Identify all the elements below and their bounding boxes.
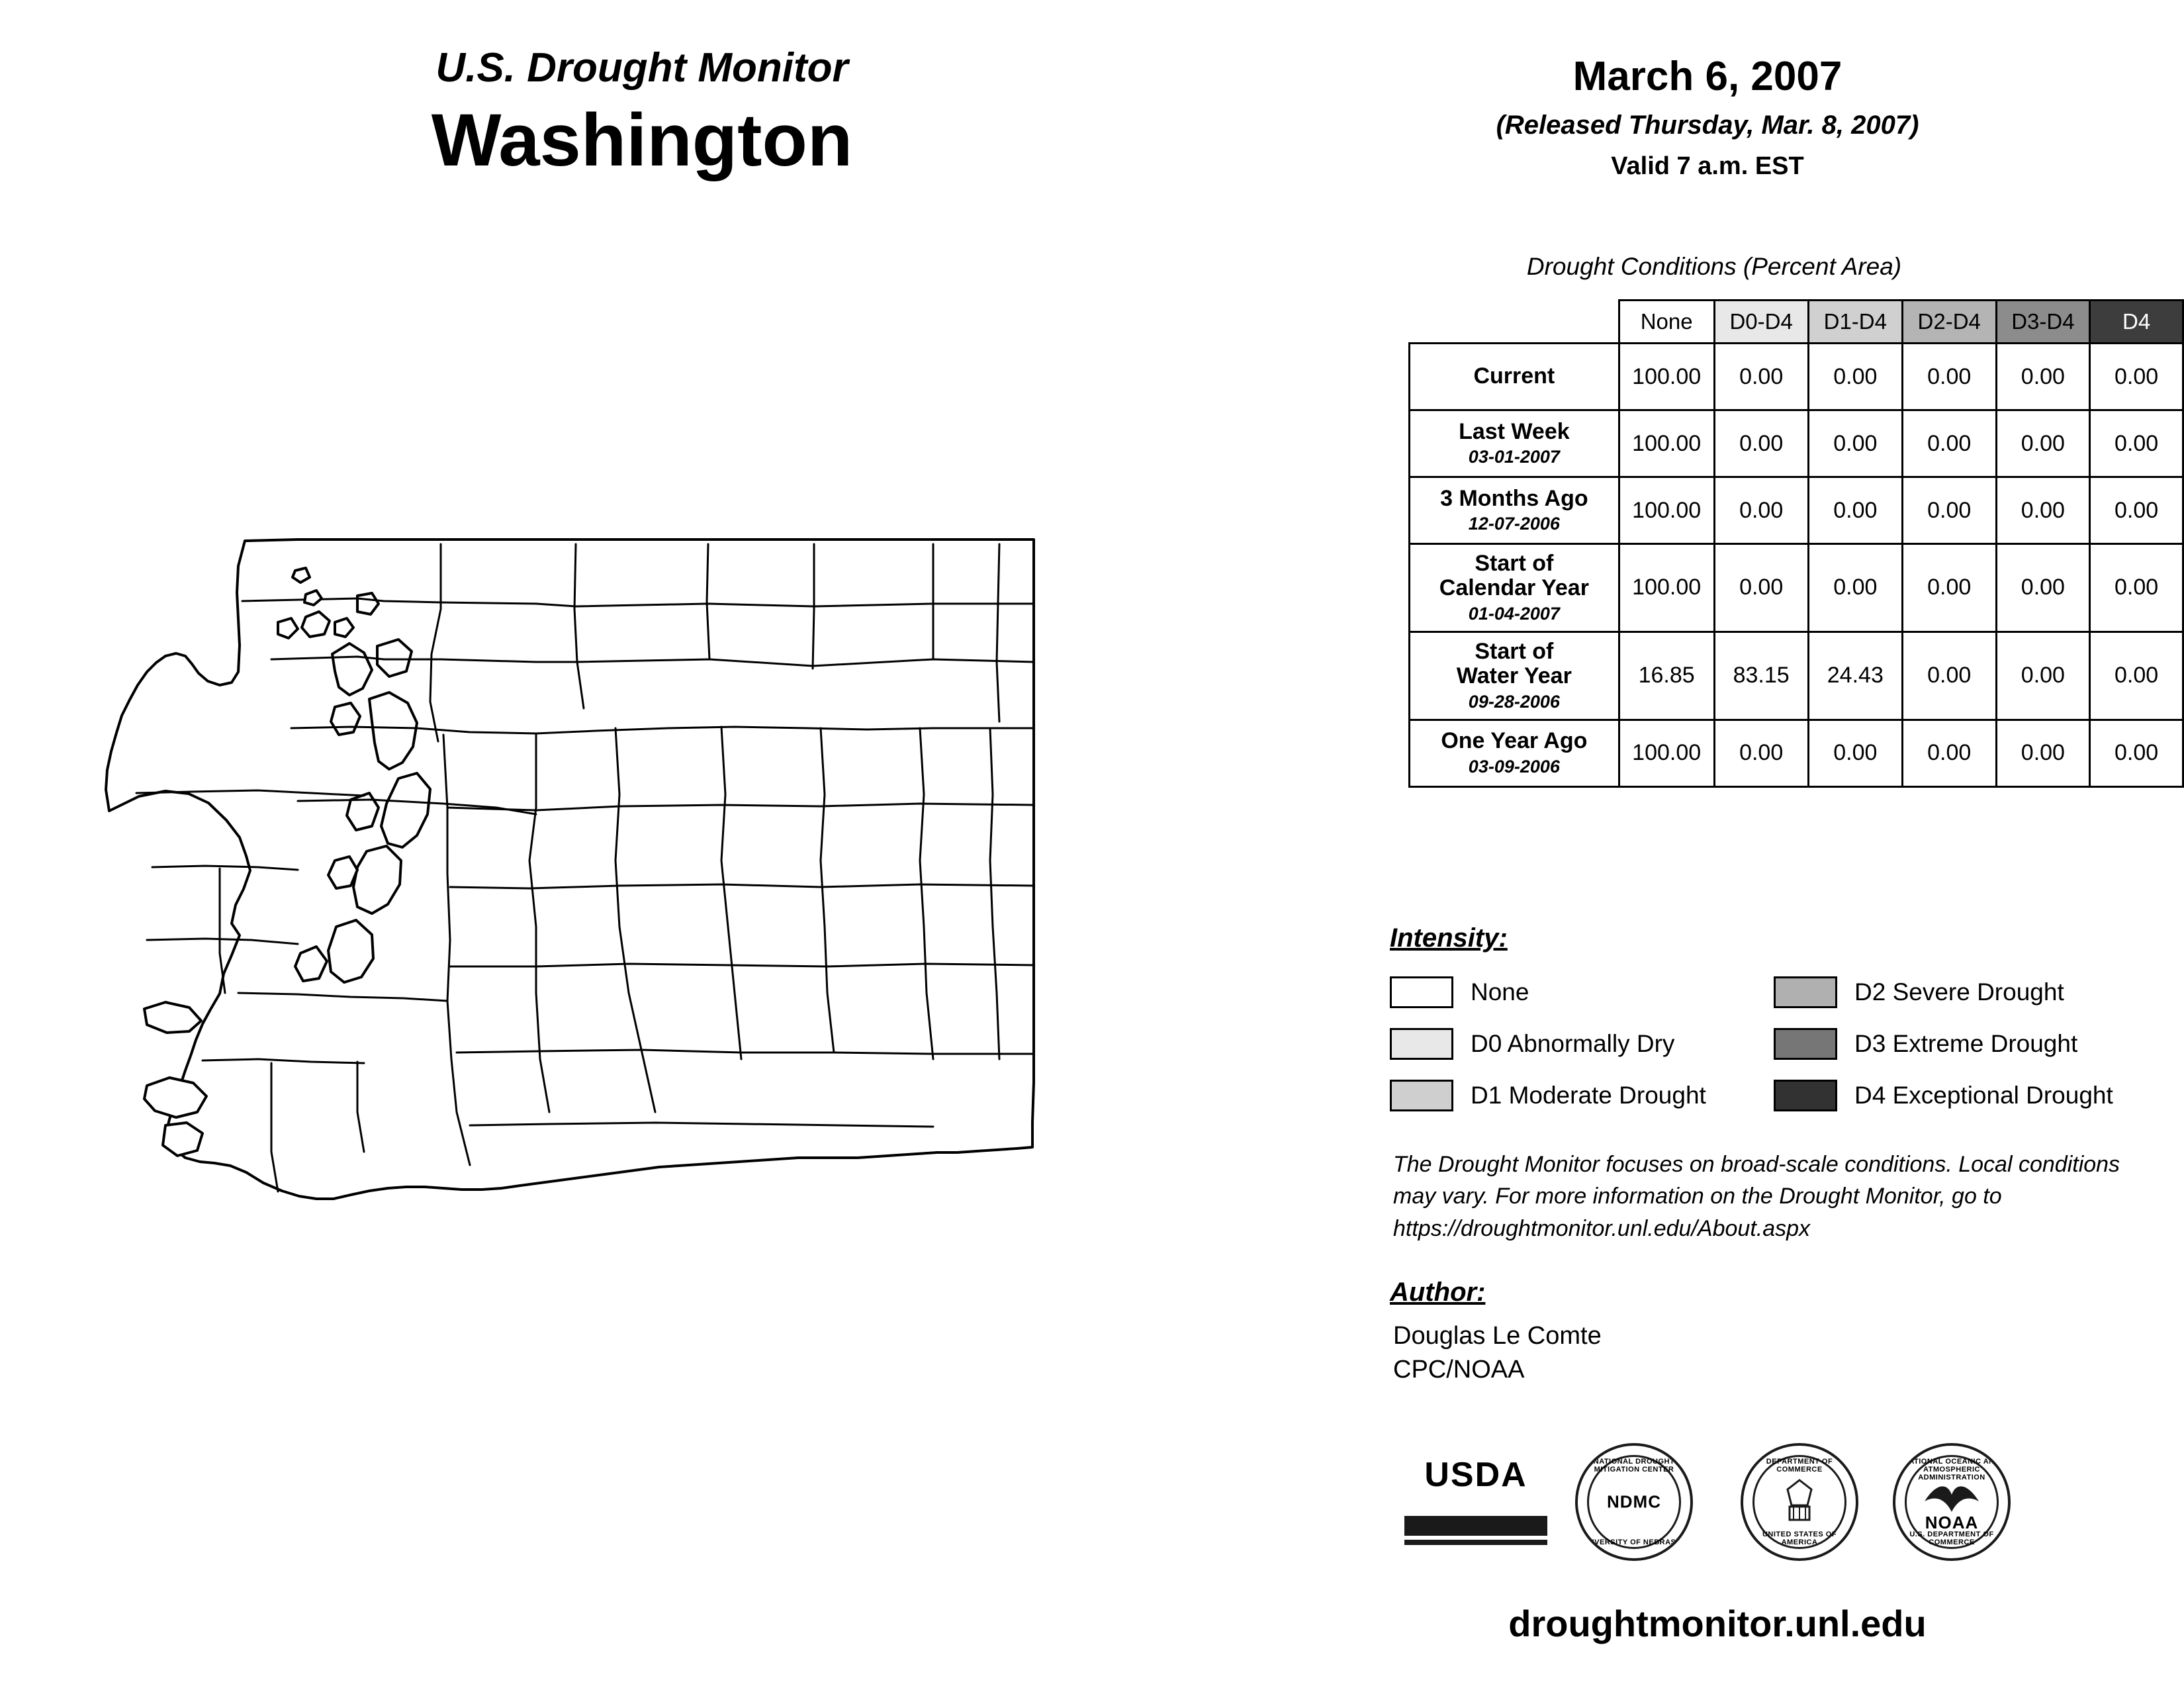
- doc-logo: [1741, 1443, 1866, 1561]
- row-label-text-line2: Calendar Year: [1439, 575, 1589, 601]
- cell-1yr-d1d4: 0.00: [1808, 720, 1902, 786]
- legend-column-left: [1390, 966, 1706, 1121]
- ndmc-logo-ring-bottom-text: UNIVERSITY OF NEBRASKA: [1580, 1538, 1688, 1546]
- row-label-date: 12-07-2006: [1468, 514, 1560, 534]
- cell-3mo-none: 100.00: [1619, 477, 1714, 544]
- swatch-d0-icon: [1390, 1028, 1453, 1060]
- cell-cy-d3d4: 0.00: [1996, 544, 2090, 632]
- swatch-d1-icon: [1390, 1080, 1453, 1111]
- row-label-start-water-year: [1410, 632, 1619, 720]
- cell-cy-d4: 0.00: [2090, 544, 2183, 632]
- doc-logo-ring-top-text: DEPARTMENT OF COMMERCE: [1766, 1458, 1833, 1474]
- table-row: [1410, 410, 2183, 477]
- noaa-logo-text: NOAA: [1925, 1513, 1979, 1532]
- row-label-date: 03-09-2006: [1468, 756, 1560, 776]
- cell-current-d1d4: 0.00: [1808, 344, 1902, 410]
- table-row: [1410, 544, 2183, 632]
- intensity-title: Intensity:: [1390, 923, 1508, 953]
- noaa-logo: [1893, 1443, 2025, 1561]
- column-header-d2d4: D2-D4: [1902, 301, 1996, 344]
- legend-item-d2: [1774, 966, 2113, 1018]
- cell-1yr-d3d4: 0.00: [1996, 720, 2090, 786]
- table-row: [1410, 720, 2183, 786]
- cell-3mo-d2d4: 0.00: [1902, 477, 1996, 544]
- legend-item-d1: [1390, 1070, 1706, 1121]
- map-container[interactable]: [73, 530, 1304, 1383]
- cell-current-none: 100.00: [1619, 344, 1714, 410]
- doc-logo-ring-bottom-text: UNITED STATES OF AMERICA: [1762, 1530, 1837, 1546]
- row-label-text: One Year Ago: [1441, 728, 1588, 754]
- legend-label-d4: D4 Exceptional Drought: [1854, 1082, 2113, 1109]
- usda-logo-bar: [1404, 1516, 1547, 1536]
- cell-lastweek-none: 100.00: [1619, 410, 1714, 477]
- noaa-logo-ring-bottom-text: U.S. DEPARTMENT OF COMMERCE: [1909, 1530, 1994, 1546]
- table-corner-cell: [1410, 301, 1619, 344]
- cell-cy-d2d4: 0.00: [1902, 544, 1996, 632]
- legend-label-none: None: [1471, 978, 1529, 1006]
- cell-lastweek-d0d4: 0.00: [1714, 410, 1808, 477]
- cell-wy-d4: 0.00: [2090, 632, 2183, 720]
- table-row: [1410, 477, 2183, 544]
- page-title: U.S. Drought Monitor: [435, 45, 848, 91]
- cell-wy-none: 16.85: [1619, 632, 1714, 720]
- report-date: March 6, 2007: [1572, 54, 1843, 99]
- washington-state-map[interactable]: [73, 530, 1304, 1383]
- row-label-start-calendar-year: [1410, 544, 1619, 632]
- cell-wy-d2d4: 0.00: [1902, 632, 1996, 720]
- cell-lastweek-d1d4: 0.00: [1808, 410, 1902, 477]
- row-label-date: 09-28-2006: [1468, 691, 1560, 712]
- cell-1yr-d4: 0.00: [2090, 720, 2183, 786]
- cell-current-d4: 0.00: [2090, 344, 2183, 410]
- cell-wy-d0d4: 83.15: [1714, 632, 1808, 720]
- row-label-text: Last Week: [1459, 418, 1570, 444]
- usda-logo-bar-2: [1404, 1540, 1547, 1545]
- legend-label-d1: D1 Moderate Drought: [1471, 1082, 1706, 1109]
- disclaimer-text: The Drought Monitor focuses on broad-scale conditions. Local conditions may vary. For more information on the Drought Monitor, go to https://droughtmonitor.unl.edu/About.aspx: [1393, 1152, 2120, 1241]
- state-outline: [106, 539, 1034, 1199]
- swatch-d4-icon: [1774, 1080, 1837, 1111]
- logo-row: [1383, 1443, 2124, 1569]
- ndmc-logo-ring-top-text: NATIONAL DROUGHT MITIGATION CENTER: [1593, 1458, 1675, 1474]
- legend-item-d4: [1774, 1070, 2113, 1121]
- table-row: [1410, 632, 2183, 720]
- author-block: [1393, 1319, 1602, 1387]
- author-title: Author:: [1390, 1278, 1486, 1307]
- legend-column-right: [1774, 966, 2113, 1121]
- cell-current-d0d4: 0.00: [1714, 344, 1808, 410]
- legend-item-d3: [1774, 1018, 2113, 1070]
- swatch-d3-icon: [1774, 1028, 1837, 1060]
- cell-1yr-none: 100.00: [1619, 720, 1714, 786]
- author-name: Douglas Le Comte: [1393, 1322, 1602, 1350]
- cell-lastweek-d3d4: 0.00: [1996, 410, 2090, 477]
- cell-3mo-d3d4: 0.00: [1996, 477, 2090, 544]
- release-date: (Released Thursday, Mar. 8, 2007): [1496, 111, 1919, 140]
- column-header-d0d4: D0-D4: [1714, 301, 1808, 344]
- legend-label-d3: D3 Extreme Drought: [1854, 1030, 2078, 1057]
- cell-3mo-d1d4: 0.00: [1808, 477, 1902, 544]
- row-label-text-line2: Water Year: [1456, 663, 1572, 689]
- table-row: [1410, 344, 2183, 410]
- ndmc-logo: [1575, 1443, 1714, 1561]
- swatch-none-icon: [1390, 976, 1453, 1008]
- footer-url: droughtmonitor.unl.edu: [1508, 1603, 1927, 1644]
- row-label-date: 03-01-2007: [1468, 447, 1560, 467]
- noaa-logo-ring-top-text: NATIONAL OCEANIC AND ATMOSPHERIC ADMINISTRATION: [1903, 1458, 2001, 1481]
- swatch-d2-icon: [1774, 976, 1837, 1008]
- row-label-current: [1410, 344, 1619, 410]
- usda-logo-text: USDA: [1424, 1456, 1527, 1494]
- cell-cy-d1d4: 0.00: [1808, 544, 1902, 632]
- valid-time: Valid 7 a.m. EST: [1611, 152, 1804, 180]
- cell-wy-d3d4: 0.00: [1996, 632, 2090, 720]
- legend-label-d2: D2 Severe Drought: [1854, 978, 2064, 1006]
- row-label-text: 3 Months Ago: [1440, 485, 1588, 511]
- legend-item-none: [1390, 966, 1706, 1018]
- state-title: Washington: [431, 99, 853, 182]
- cell-cy-none: 100.00: [1619, 544, 1714, 632]
- author-affiliation: CPC/NOAA: [1393, 1356, 1525, 1384]
- table-caption: Drought Conditions (Percent Area): [1526, 253, 1902, 280]
- cell-current-d3d4: 0.00: [1996, 344, 2090, 410]
- ndmc-logo-text: NDMC: [1607, 1491, 1661, 1512]
- column-header-d3d4: D3-D4: [1996, 301, 2090, 344]
- cell-cy-d0d4: 0.00: [1714, 544, 1808, 632]
- column-header-d1d4: D1-D4: [1808, 301, 1902, 344]
- row-label-text: Current: [1473, 363, 1555, 389]
- cell-lastweek-d2d4: 0.00: [1902, 410, 1996, 477]
- cell-current-d2d4: 0.00: [1902, 344, 1996, 410]
- cell-lastweek-d4: 0.00: [2090, 410, 2183, 477]
- row-label-date: 01-04-2007: [1468, 603, 1560, 624]
- cell-1yr-d0d4: 0.00: [1714, 720, 1808, 786]
- cell-3mo-d0d4: 0.00: [1714, 477, 1808, 544]
- row-label-text-line1: Start of: [1475, 638, 1554, 664]
- row-label-three-months-ago: [1410, 477, 1619, 544]
- legend-label-d0: D0 Abnormally Dry: [1471, 1030, 1675, 1057]
- row-label-one-year-ago: [1410, 720, 1619, 786]
- cell-wy-d1d4: 24.43: [1808, 632, 1902, 720]
- drought-conditions-table: [1408, 299, 2184, 788]
- legend-item-d0: [1390, 1018, 1706, 1070]
- title-block: [212, 46, 1072, 182]
- column-header-none: None: [1619, 301, 1714, 344]
- row-label-text-line1: Start of: [1475, 551, 1554, 576]
- row-label-last-week: [1410, 410, 1619, 477]
- cell-1yr-d2d4: 0.00: [1902, 720, 1996, 786]
- date-block: [1377, 53, 2038, 181]
- usda-logo: [1396, 1443, 1555, 1556]
- cell-3mo-d4: 0.00: [2090, 477, 2183, 544]
- column-header-d4: D4: [2090, 301, 2183, 344]
- table-header-row: [1410, 301, 2183, 344]
